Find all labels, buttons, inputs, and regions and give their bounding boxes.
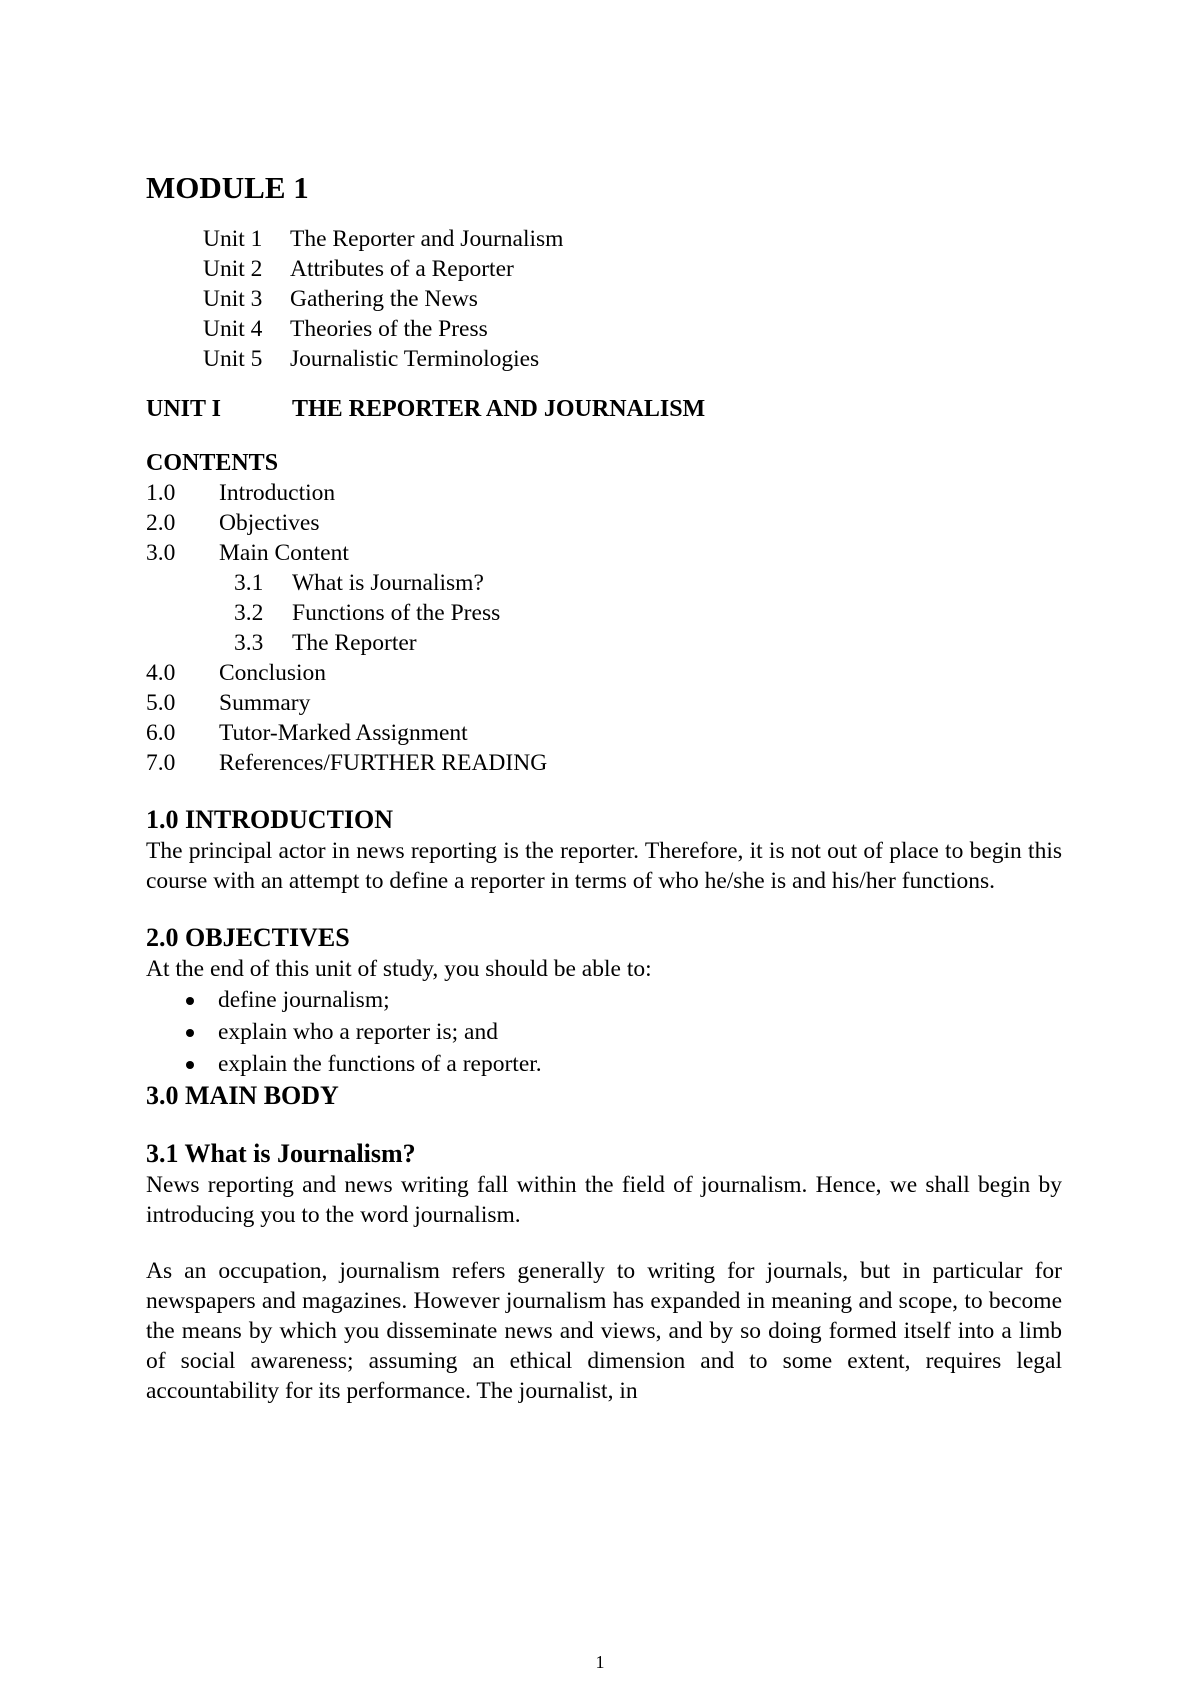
contents-item-number: 3.3 (234, 630, 264, 656)
contents-subitem (146, 628, 1062, 658)
unit-label: Unit 4 (203, 316, 263, 342)
module-title: MODULE 1 (146, 170, 309, 205)
contents-item-number: 4.0 (146, 660, 176, 686)
objective-item: define journalism; (146, 984, 1062, 1016)
contents-item-label: Summary (219, 690, 311, 716)
section-3-1-heading: 3.1 What is Journalism? (146, 1139, 416, 1168)
contents-item (146, 538, 1062, 568)
objective-item: explain the functions of a reporter. (146, 1048, 1062, 1080)
unit-list-item (203, 344, 1062, 374)
contents-list (146, 448, 1062, 778)
unit-title: Theories of the Press (290, 316, 488, 342)
contents-item-label: Tutor-Marked Assignment (219, 720, 468, 746)
contents-item-number: 3.2 (234, 600, 264, 626)
contents-subitem (146, 598, 1062, 628)
section-3-1-paragraph: News reporting and news writing fall within the field of journalism. Hence, we shall begin by introducing you to the word journalism. (146, 1172, 1062, 1228)
introduction-heading: 1.0 INTRODUCTION (146, 805, 394, 834)
unit-list-item (203, 224, 1062, 254)
contents-item-number: 7.0 (146, 750, 176, 776)
contents-item-label: Functions of the Press (292, 600, 501, 626)
main-body-heading: 3.0 MAIN BODY (146, 1081, 339, 1110)
contents-item-label: The Reporter (292, 630, 417, 656)
contents-subitem (146, 568, 1062, 598)
unit-list-item (203, 254, 1062, 284)
page-number: 1 (595, 1652, 605, 1672)
contents-item (146, 748, 1062, 778)
contents-item-label: Objectives (219, 510, 320, 536)
unit-heading-title: THE REPORTER AND JOURNALISM (292, 396, 706, 422)
unit-title: Journalistic Terminologies (290, 346, 540, 372)
unit-heading-number: UNIT I (146, 396, 221, 422)
unit-title: Attributes of a Reporter (290, 256, 514, 282)
contents-item-number: 6.0 (146, 720, 176, 746)
objectives-list (146, 984, 1062, 1080)
introduction-paragraph: The principal actor in news reporting is the reporter. Therefore, it is not out of place to begin this course with an attempt to define a reporter in terms of who he/she is and his/her functions. (146, 838, 1062, 894)
unit-label: Unit 5 (203, 346, 263, 372)
contents-item-label: Main Content (219, 540, 349, 566)
unit-label: Unit 3 (203, 286, 263, 312)
contents-item-label: What is Journalism? (292, 570, 484, 596)
unit-label: Unit 1 (203, 226, 263, 252)
unit-list-item (203, 314, 1062, 344)
contents-title: CONTENTS (146, 450, 279, 476)
unit-title: Gathering the News (290, 286, 478, 312)
contents-item-label: Introduction (219, 480, 336, 506)
contents-item (146, 658, 1062, 688)
unit-list (203, 224, 1062, 374)
objective-item: explain who a reporter is; and (146, 1016, 1062, 1048)
contents-item-label: Conclusion (219, 660, 327, 686)
contents-item (146, 478, 1062, 508)
contents-item-number: 3.1 (234, 570, 264, 596)
contents-item-number: 1.0 (146, 480, 176, 506)
unit-list-item (203, 284, 1062, 314)
objectives-heading: 2.0 OBJECTIVES (146, 923, 350, 952)
page-content (146, 170, 1062, 1406)
unit-heading (146, 394, 1062, 424)
contents-item-number: 2.0 (146, 510, 176, 536)
contents-item (146, 718, 1062, 748)
contents-item-number: 5.0 (146, 690, 176, 716)
unit-label: Unit 2 (203, 256, 263, 282)
contents-item-number: 3.0 (146, 540, 176, 566)
section-3-1-paragraph: As an occupation, journalism refers generally to writing for journals, but in particular for newspapers and magazines. However journalism has expanded in meaning and scope, to become the means by which you disseminate news and views, and by so doing formed itself into a limb of social awareness; assuming an ethical dimension and to some extent, requires legal accountability for its performance. The journalist, in (146, 1258, 1062, 1404)
contents-item (146, 688, 1062, 718)
objectives-lead: At the end of this unit of study, you should be able to: (146, 956, 652, 982)
contents-item (146, 508, 1062, 538)
contents-item-label: References/FURTHER READING (219, 750, 548, 776)
unit-title: The Reporter and Journalism (290, 226, 564, 252)
